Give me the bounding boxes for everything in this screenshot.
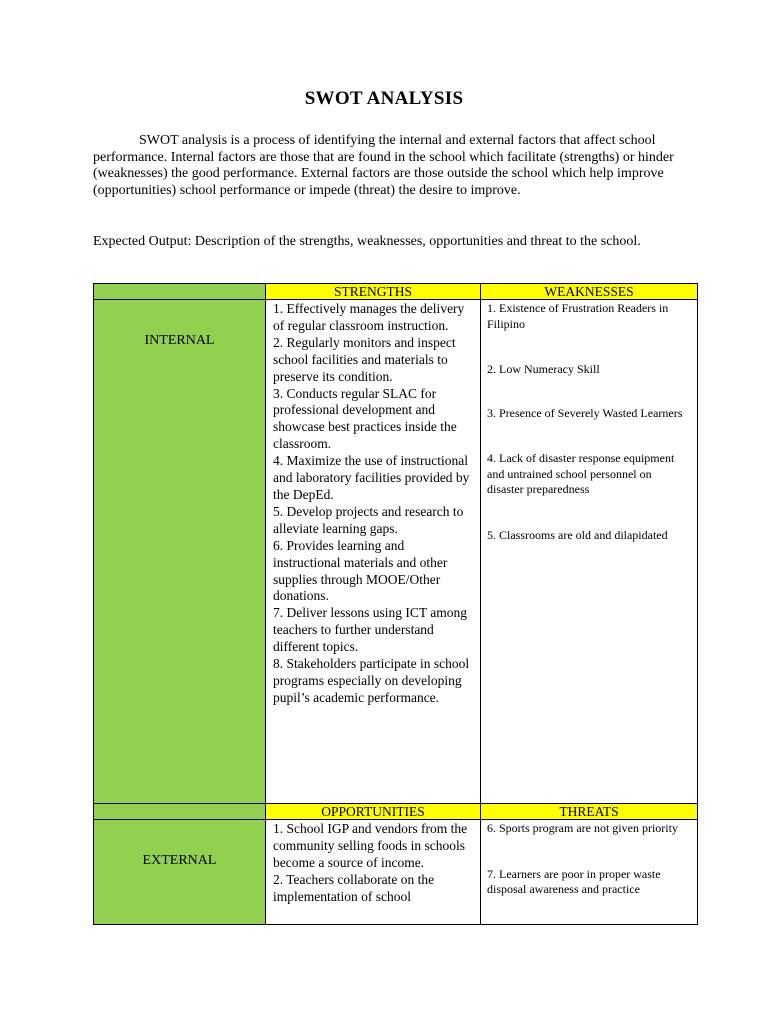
weakness-item: 2. Low Numeracy Skill [487,362,600,376]
external-cell [94,820,266,925]
weaknesses-header: WEAKNESSES [481,284,698,300]
strengths-header: STRENGTHS [266,284,481,300]
weakness-item: 1. Existence of Frustration Readers in Filipino [487,301,669,331]
opportunities-cell [266,820,481,925]
strength-item: 5. Develop projects and research to alleviate learning gaps. [273,503,464,536]
opportunity-item: 2. Teachers collaborate on the implementation of school [273,871,435,904]
page-title: SWOT ANALYSIS [304,88,464,109]
weakness-item: 5. Classrooms are old and dilapidated [487,527,668,542]
strength-item: 6. Provides learning and instructional materials and other supplies through MOOE/Other donations. [273,537,448,604]
strengths-cell [266,300,481,804]
expected-output: Expected Output: Description of the strengths, weaknesses, opportunities and threat to the school. [93,234,641,249]
intro-paragraph [93,133,683,200]
internal-cell [94,300,266,804]
internal-label: INTERNAL [144,333,215,348]
strength-item: 4. Maximize the use of instructional and laboratory facilities provided by the DepEd. [273,453,470,502]
opportunities-header: OPPORTUNITIES [266,804,481,820]
threats-cell [481,820,698,925]
strength-item: 7. Deliver lessons using ICT among teachers to further understand different topics. [273,605,467,655]
threats-header: THREATS [481,804,698,820]
swot-table [93,283,698,925]
strength-item: 2. Regularly monitors and inspect school facilities and materials to preserve its condition. [273,334,456,384]
strength-item: 8. Stakeholders participate in school programs especially on developing pupil’s academic performance. [273,656,470,705]
weaknesses-cell [481,300,698,804]
weakness-item: 3. Presence of Severely Wasted Learners [487,405,683,420]
strength-item: 3. Conducts regular SLAC for professional development and showcase best practices inside the classroom. [273,385,457,452]
opportunity-item: 1. School IGP and vendors from the community selling foods in schools become a source of income. [273,821,468,870]
corner-cell [94,284,266,300]
strength-item: 1. Effectively manages the delivery of regular classroom instruction. [273,301,465,333]
threat-item: 6. Sports program are not given priority [487,821,678,835]
external-label: EXTERNAL [142,853,217,868]
threat-item: 7. Learners are poor in proper waste disposal awareness and practice [487,866,661,896]
corner-cell-2 [94,804,266,820]
intro-text: SWOT analysis is a process of identifying the internal and external factors that affect school performance. Internal factors are those that are found in the school which facilitate (strengths) or hinder (weaknesses) the good performance. External factors are those outside the school which help improve (opportunities) school performance or impede (threat) the desire to improve. [93,133,674,199]
weakness-item: 4. Lack of disaster response equipment and untrained school personnel on disaster preparedness [487,451,675,496]
